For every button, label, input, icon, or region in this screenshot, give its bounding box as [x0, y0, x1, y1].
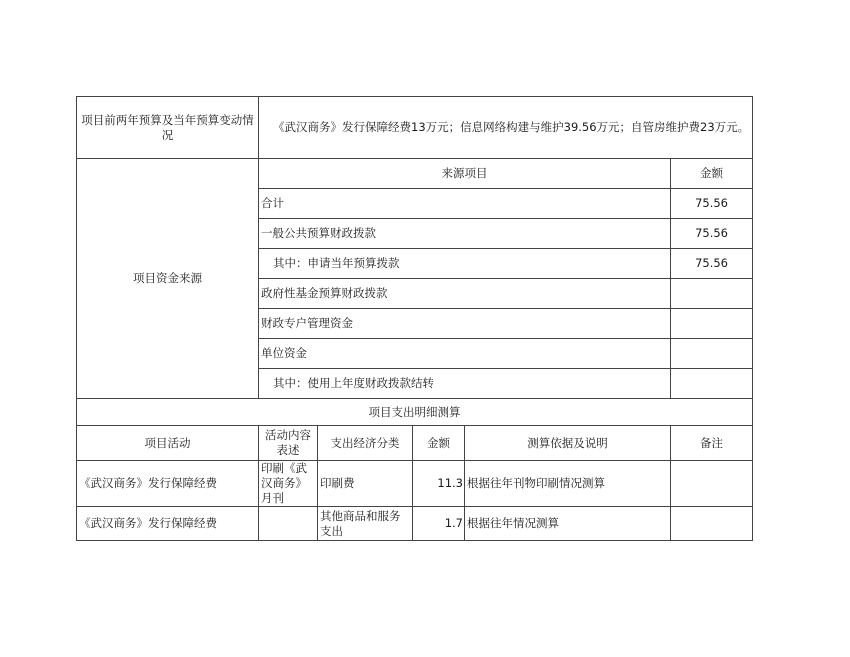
row-content: 印刷《武汉商务》月刊 — [259, 461, 318, 507]
expenditure-header-row — [77, 426, 753, 461]
header-basis: 测算依据及说明 — [465, 426, 671, 461]
funding-row-name: 财政专户管理资金 — [259, 309, 671, 339]
expenditure-row — [77, 507, 753, 541]
funding-amount-header: 金额 — [671, 159, 753, 189]
header-activity: 项目活动 — [77, 426, 259, 461]
row-content — [259, 507, 318, 541]
header-content: 活动内容表述 — [259, 426, 318, 461]
funding-source-header: 来源项目 — [259, 159, 671, 189]
header-amount: 金额 — [413, 426, 465, 461]
row-basis: 根据往年刊物印刷情况测算 — [465, 461, 671, 507]
funding-row-amount — [671, 339, 753, 369]
header-category: 支出经济分类 — [318, 426, 413, 461]
funding-row-amount: 75.56 — [671, 219, 753, 249]
funding-row-amount: 75.56 — [671, 189, 753, 219]
funding-source-label: 项目资金来源 — [77, 159, 259, 399]
funding-row-name: 其中：申请当年预算拨款 — [259, 249, 671, 279]
funding-row-name: 单位资金 — [259, 339, 671, 369]
funding-row-name: 其中：使用上年度财政拨款结转 — [259, 369, 671, 399]
funding-row-name: 一般公共预算财政拨款 — [259, 219, 671, 249]
funding-row-name: 政府性基金预算财政拨款 — [259, 279, 671, 309]
funding-row-amount — [671, 369, 753, 399]
funding-row-amount: 75.56 — [671, 249, 753, 279]
row-amount: 1.7 — [413, 507, 465, 541]
budget-change-row — [77, 97, 753, 159]
row-activity: 《武汉商务》发行保障经费 — [77, 507, 259, 541]
expenditure-title: 项目支出明细测算 — [77, 399, 753, 426]
row-remark — [671, 507, 753, 541]
budget-change-label: 项目前两年预算及当年预算变动情况 — [77, 97, 259, 159]
expenditure-title-row — [77, 399, 753, 426]
row-activity: 《武汉商务》发行保障经费 — [77, 461, 259, 507]
header-remark: 备注 — [671, 426, 753, 461]
funding-header-row — [77, 159, 753, 189]
funding-row-amount — [671, 309, 753, 339]
row-category: 其他商品和服务支出 — [318, 507, 413, 541]
row-category: 印刷费 — [318, 461, 413, 507]
row-amount: 11.3 — [413, 461, 465, 507]
row-basis: 根据往年情况测算 — [465, 507, 671, 541]
funding-row-amount — [671, 279, 753, 309]
budget-change-content: 《武汉商务》发行保障经费13万元；信息网络构建与维护39.56万元；自管房维护费23万元。 — [259, 97, 753, 159]
expenditure-row — [77, 461, 753, 507]
funding-row-name: 合计 — [259, 189, 671, 219]
row-remark — [671, 461, 753, 507]
project-budget-table — [76, 96, 753, 541]
